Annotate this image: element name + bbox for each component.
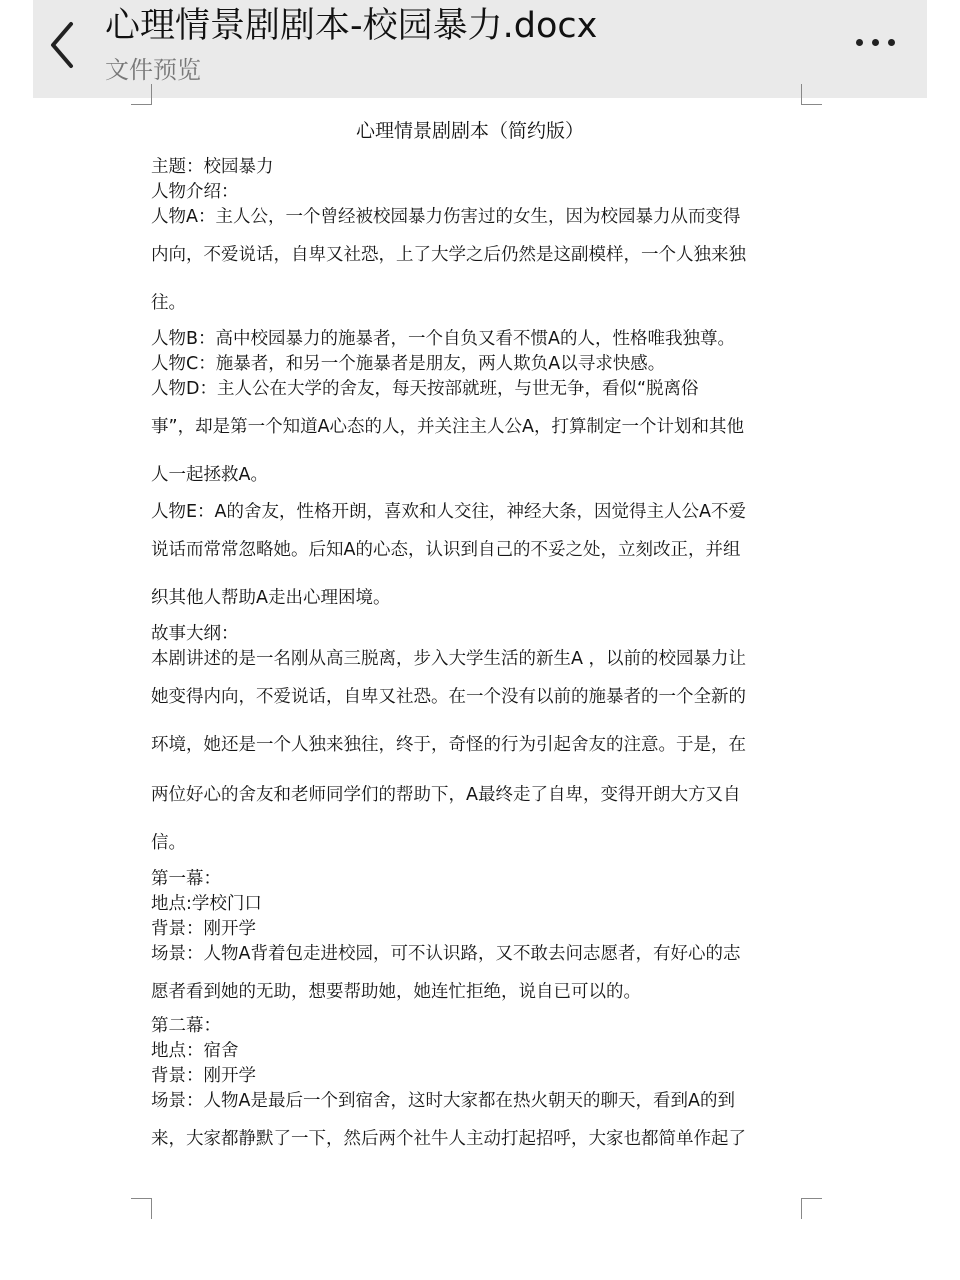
doc-line: 事”，却是第一个知道A心态的人，并关注主人公A，打算制定一个计划和其他	[151, 417, 745, 437]
doc-line: 第一幕：	[151, 869, 221, 889]
doc-line: 主题：校园暴力	[151, 157, 274, 177]
doc-line: 来，大家都静默了一下，然后两个社牛人主动打起招呼，大家也都简单作起了	[151, 1129, 746, 1149]
document-title: 心理情景剧剧本（简约版）	[355, 120, 584, 142]
doc-line: 两位好心的舍友和老师同学们的帮助下，A最终走了自卑，变得开朗大方又自	[151, 785, 741, 805]
doc-line: 场景：人物A是最后一个到宿舍，这时大家都在热火朝天的聊天，看到A的到	[151, 1091, 735, 1111]
doc-line: 人物D：主人公在大学的舍友，每天按部就班，与世无争，看似“脱离俗	[151, 379, 699, 399]
doc-line: 人物E：A的舍友，性格开朗，喜欢和人交往，神经大条，因觉得主人公A不爱	[151, 502, 746, 522]
doc-line: 场景：人物A背着包走进校园，可不认识路，又不敢去问志愿者，有好心的志	[151, 944, 741, 964]
doc-line: 背景：刚开学	[151, 919, 256, 939]
doc-line: 说话而常常忽略她。后知A的心态，认识到自己的不妥之处，立刻改正，并组	[151, 540, 741, 560]
doc-line: 人物B：高中校园暴力的施暴者，一个自负又看不惯A的人，性格唯我独尊。	[151, 329, 735, 349]
file-preview-label: 文件预览	[105, 56, 201, 84]
doc-line: 愿者看到她的无助，想要帮助她，她连忙拒绝，说自已可以的。	[151, 982, 641, 1002]
doc-line: 织其他人帮助A走出心理困境。	[151, 588, 391, 608]
doc-line: 地点:学校门口	[151, 894, 262, 914]
doc-line: 背景：刚开学	[151, 1066, 256, 1086]
doc-line: 人物介绍：	[151, 182, 239, 202]
doc-line: 环境，她还是一个人独来独往，终于，奇怪的行为引起舍友的注意。于是，在	[151, 735, 746, 755]
doc-line: 她变得内向，不爱说话，自卑又社恐。在一个没有以前的施暴者的一个全新的	[151, 687, 746, 707]
doc-line: 人一起拯救A。	[151, 465, 268, 485]
doc-line: 信。	[151, 833, 186, 853]
doc-line: 人物A：主人公，一个曾经被校园暴力伤害过的女生，因为校园暴力从而变得	[151, 207, 741, 227]
doc-line: 第二幕：	[151, 1016, 221, 1036]
doc-line: 故事大纲：	[151, 624, 239, 644]
doc-line: 地点：宿舍	[151, 1041, 239, 1061]
doc-line: 往。	[151, 293, 186, 313]
doc-line: 本剧讲述的是一名刚从高三脱离，步入大学生活的新生A ，以前的校园暴力让	[151, 649, 747, 669]
doc-line: 人物C：施暴者，和另一个施暴者是朋友，两人欺负A以寻求快感。	[151, 354, 666, 374]
doc-line: 内向，不爱说话，自卑又社恐，上了大学之后仍然是这副模样，一个人独来独	[151, 245, 746, 265]
file-title: 心理情景剧剧本-校园暴力.docx	[105, 6, 598, 46]
